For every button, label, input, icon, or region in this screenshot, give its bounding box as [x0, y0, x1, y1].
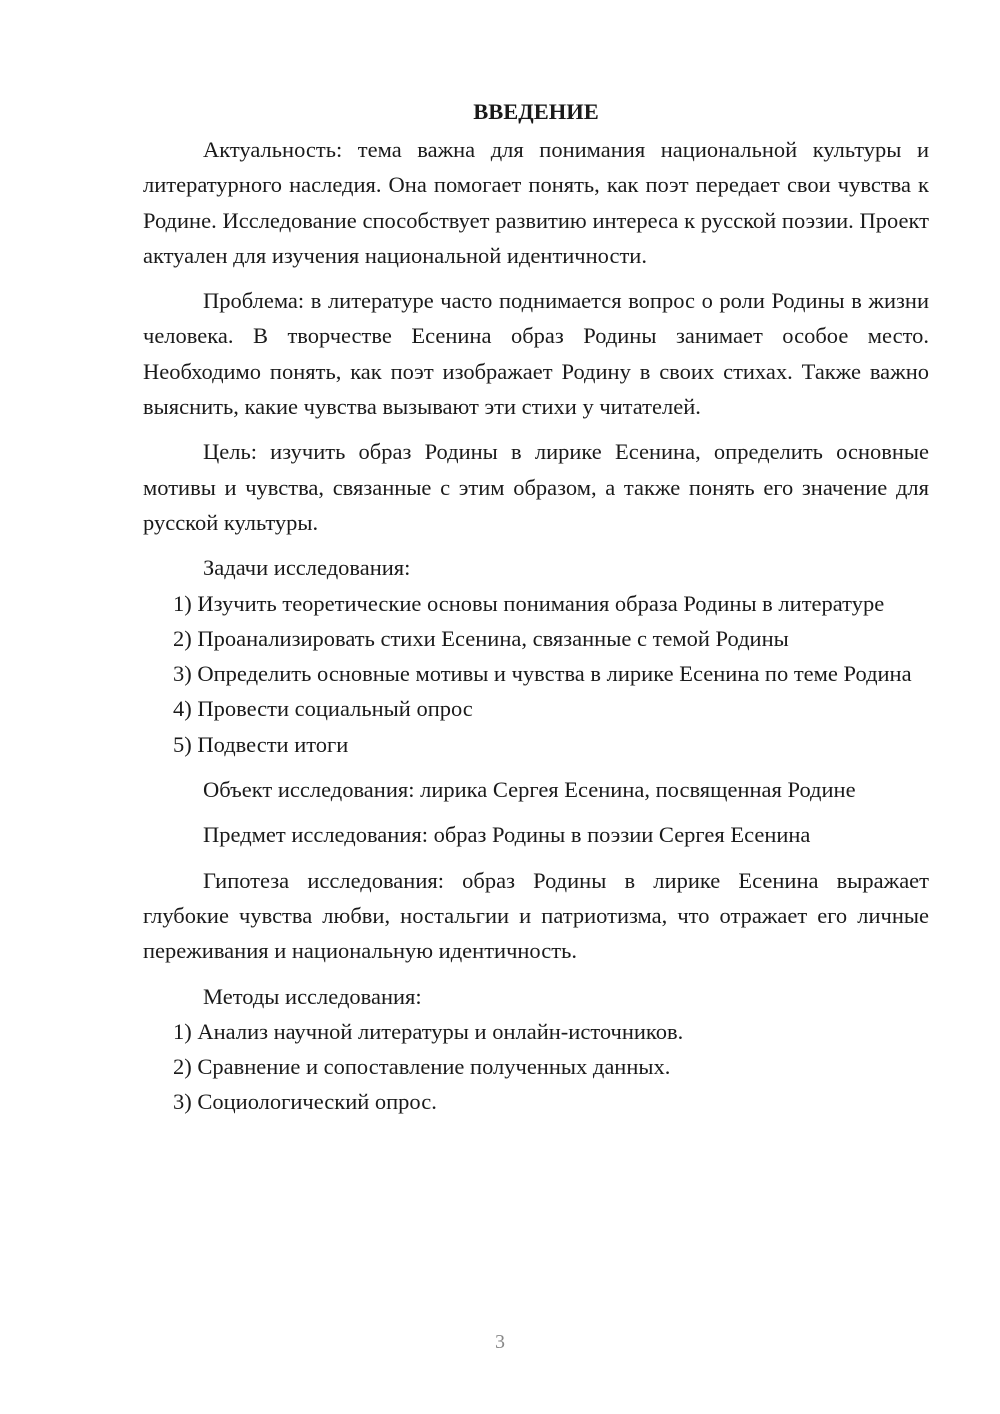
- page-number: 3: [495, 1331, 505, 1353]
- method-item: 3) Социологический опрос.: [173, 1089, 437, 1115]
- task-item: 4) Провести социальный опрос: [173, 696, 473, 722]
- methods-title: Методы исследования:: [203, 983, 422, 1009]
- problem-paragraph: Проблема: в литературе часто поднимается вопрос о роли Родины в жизни человека. В творчестве Есенина образ Родины занимает особое место. Необходимо понять, как поэт изображает Родину в своих стихах. Также важно выяснить, какие чувства вызывают эти стихи у читателей.: [143, 288, 929, 420]
- relevance-paragraph: Актуальность: тема важна для понимания национальной культуры и литературного наследия. Она помогает понять, как поэт передает свои чувства к Родине. Исследование способствует развитию интереса к русской поэзии. Проект актуален для изучения национальной идентичности.: [143, 137, 929, 268]
- task-item: 2) Проанализировать стихи Есенина, связанные с темой Родины: [173, 625, 789, 651]
- method-item: 2) Сравнение и сопоставление полученных данных.: [173, 1054, 671, 1080]
- subject-paragraph: Предмет исследования: образ Родины в поэзии Сергея Есенина: [203, 822, 811, 848]
- goal-paragraph: Цель: изучить образ Родины в лирике Есенина, определить основные мотивы и чувства, связанные с этим образом, а также понять его значение для русской культуры.: [143, 439, 929, 535]
- hypothesis-paragraph: Гипотеза исследования: образ Родины в лирике Есенина выражает глубокие чувства любви, ностальгии и патриотизма, что отражает его личные переживания и национальную идентичность.: [143, 867, 929, 964]
- section-heading: ВВЕДЕНИЕ: [473, 99, 599, 124]
- object-paragraph: Объект исследования: лирика Сергея Есенина, посвященная Родине: [203, 777, 856, 803]
- document-page: [143, 92, 929, 1120]
- task-item: 5) Подвести итоги: [173, 731, 349, 757]
- method-item: 1) Анализ научной литературы и онлайн-источников.: [173, 1018, 684, 1044]
- task-item: 1) Изучить теоретические основы понимания образа Родины в литературе: [173, 590, 885, 616]
- tasks-title: Задачи исследования:: [203, 555, 411, 581]
- task-item: 3) Определить основные мотивы и чувства в лирике Есенина по теме Родина: [173, 661, 912, 687]
